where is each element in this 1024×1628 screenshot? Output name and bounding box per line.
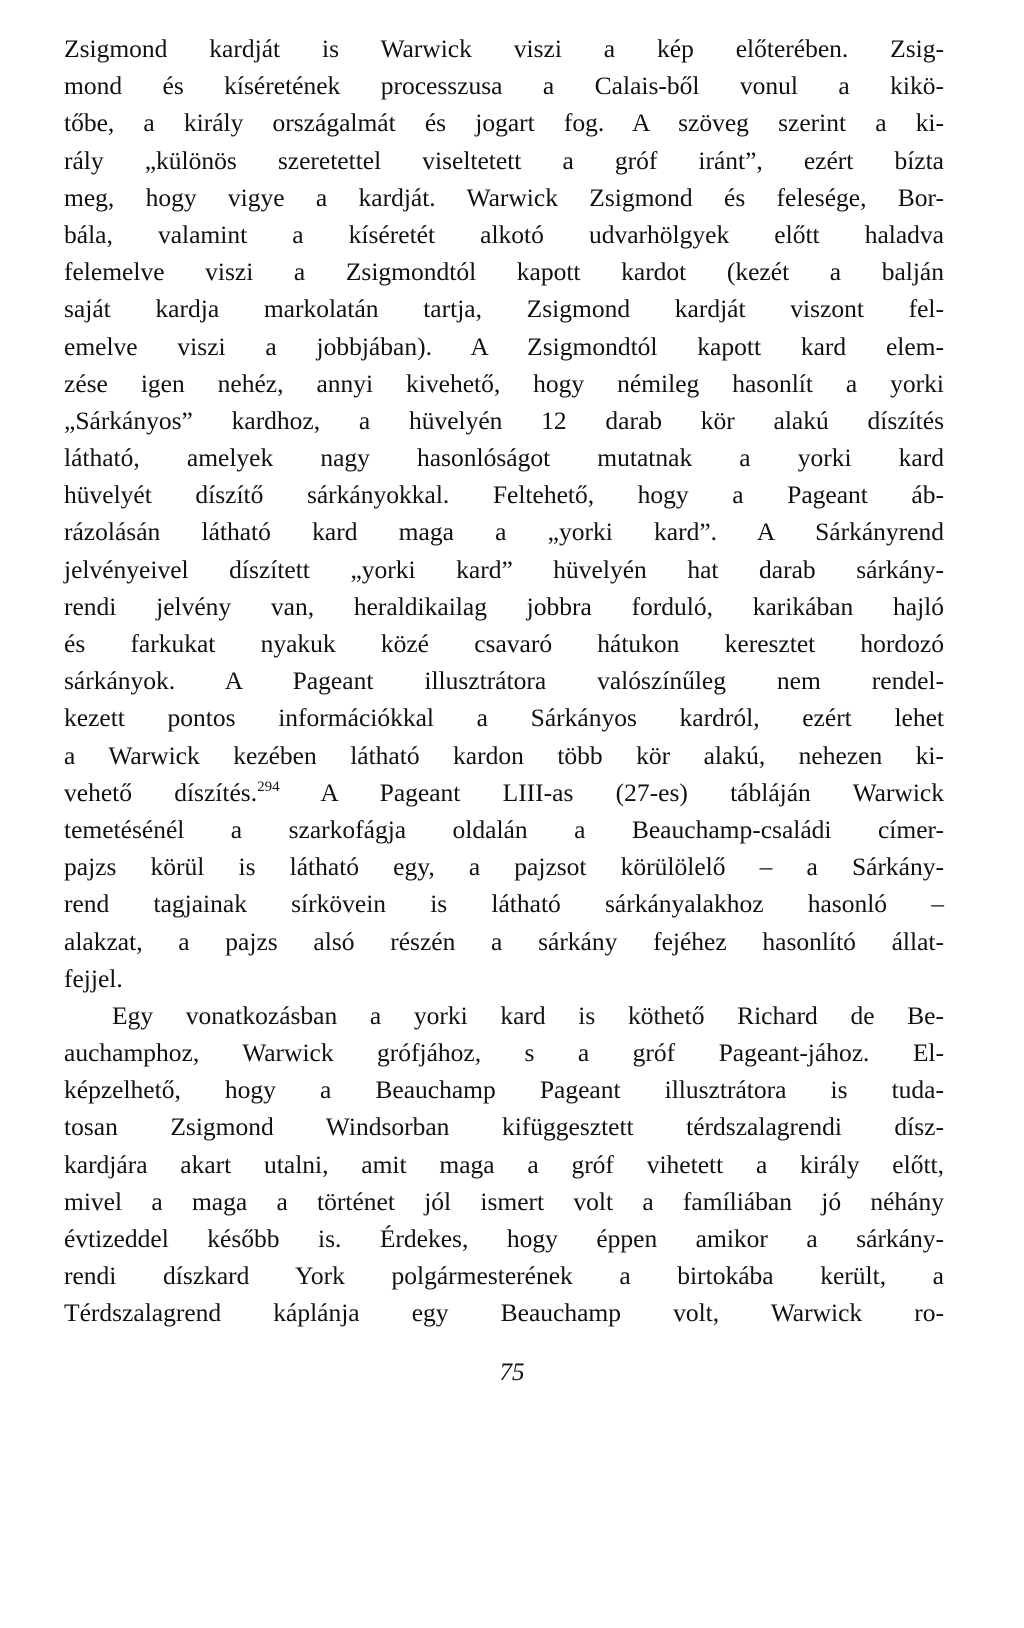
text-line: rázolásán látható kard maga a „yorki kard”. A Sárkányrend xyxy=(64,517,944,547)
body-text xyxy=(64,30,944,1332)
text-line: auchamphoz, Warwick grófjához, s a gróf Pageant-jához. El- xyxy=(64,1038,944,1068)
text-line: rendi díszkard York polgármesterének a birtokába került, a xyxy=(64,1261,944,1291)
text-line: „Sárkányos” kardhoz, a hüvelyén 12 darab kör alakú díszítés xyxy=(64,405,944,435)
text-line: tosan Zsigmond Windsorban kifüggesztett térdszalagrendi dísz- xyxy=(64,1112,944,1142)
text-line: látható, amelyek nagy hasonlóságot mutatnak a yorki kard xyxy=(64,443,944,473)
text-line: Egy vonatkozásban a yorki kard is köthető Richard de Be- xyxy=(112,1000,944,1030)
text-line: tőbe, a király országalmát és jogart fog. A szöveg szerint a ki- xyxy=(64,108,944,138)
footnote-text-line xyxy=(64,774,944,811)
text-segment: A Pageant LIII-as (27-es) tábláján Warwick xyxy=(279,777,944,807)
text-line: jelvényeivel díszített „yorki kard” hüvelyén hat darab sárkány- xyxy=(64,554,944,584)
text-line: képzelhető, hogy a Beauchamp Pageant illusztrátora is tuda- xyxy=(64,1075,944,1105)
text-segment: vehető díszítés. xyxy=(64,777,258,807)
text-line: rendi jelvény van, heraldikailag jobbra forduló, karikában hajló xyxy=(64,591,944,621)
text-line: meg, hogy vigye a kardját. Warwick Zsigmond és felesége, Bor- xyxy=(64,182,944,212)
text-line: zése igen nehéz, annyi kivehető, hogy némileg hasonlít a yorki xyxy=(64,368,944,398)
text-line: emelve viszi a jobbjában). A Zsigmondtól kapott kard elem- xyxy=(64,331,944,361)
paragraph-1 xyxy=(64,30,944,997)
page-number: 75 xyxy=(499,1359,525,1386)
text-line: temetésénél a szarkofágja oldalán a Beauchamp-családi címer- xyxy=(64,814,944,844)
text-line: rend tagjainak sírkövein is látható sárkányalakhoz hasonló – xyxy=(64,889,944,919)
text-line: kardjára akart utalni, amit maga a gróf vihetett a király előtt, xyxy=(64,1149,944,1179)
text-line: alakzat, a pajzs alsó részén a sárkány fejéhez hasonlító állat- xyxy=(64,926,944,956)
text-line: és farkukat nyakuk közé csavaró hátukon keresztet hordozó xyxy=(64,629,944,658)
text-line: rály „különös szeretettel viseltetett a gróf iránt”, ezért bízta xyxy=(64,145,944,175)
text-line: Térdszalagrend káplánja egy Beauchamp volt, Warwick ro- xyxy=(64,1298,944,1328)
footnote-reference: 294 xyxy=(257,778,280,795)
text-line: mivel a maga a történet jól ismert volt a famíliában jó néhány xyxy=(64,1186,944,1216)
text-line: kezett pontos információkkal a Sárkányos kardról, ezért lehet xyxy=(64,703,944,733)
text-line: hüvelyét díszítő sárkányokkal. Feltehető, hogy a Pageant áb- xyxy=(64,480,944,510)
text-line: felemelve viszi a Zsigmondtól kapott kardot (kezét a balján xyxy=(64,257,944,287)
text-line: Zsigmond kardját is Warwick viszi a kép előterében. Zsig- xyxy=(64,34,944,63)
text-line: a Warwick kezében látható kardon több kör alakú, nehezen ki- xyxy=(64,740,944,770)
text-line: sárkányok. A Pageant illusztrátora valószínűleg nem rendel- xyxy=(64,666,944,696)
text-line: pajzs körül is látható egy, a pajzsot körülölelő – a Sárkány- xyxy=(64,852,944,882)
paragraph-2 xyxy=(64,997,944,1332)
text-line: mond és kíséretének processzusa a Calais-ből vonul a kikö- xyxy=(64,71,944,101)
text-line: bála, valamint a kíséretét alkotó udvarhölgyek előtt haladva xyxy=(64,219,944,249)
text-line: saját kardja markolatán tartja, Zsigmond kardját viszont fel- xyxy=(64,294,944,324)
text-line: évtizeddel később is. Érdekes, hogy éppen amikor a sárkány- xyxy=(64,1224,944,1253)
text-line: fejjel. xyxy=(64,963,123,993)
